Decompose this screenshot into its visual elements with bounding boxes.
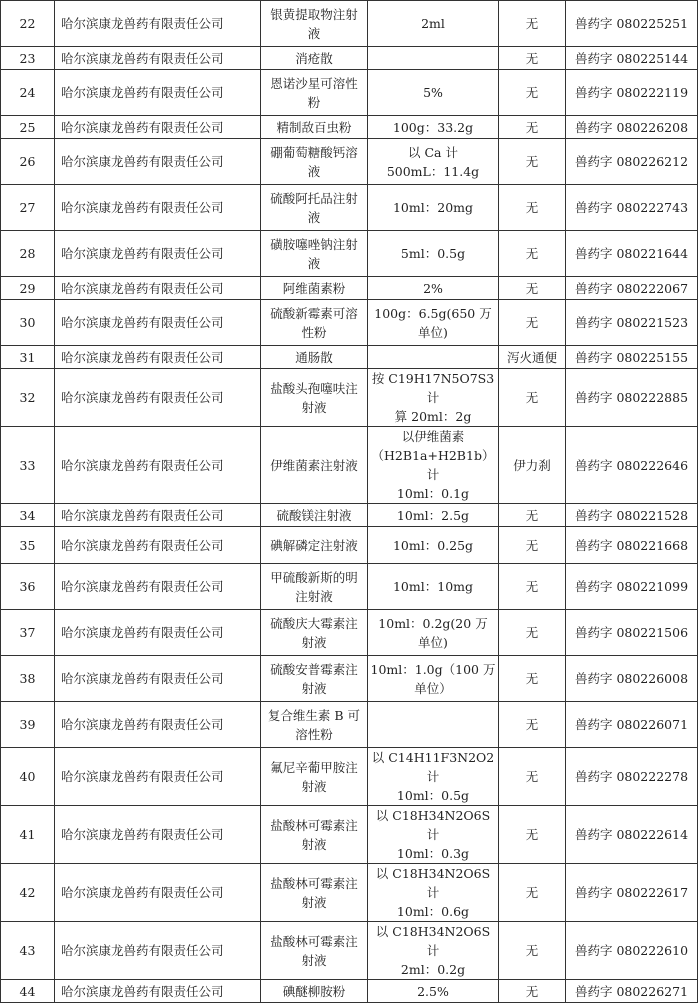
- row-number-cell: 36: [1, 564, 55, 610]
- specification-cell: 以 C18H34N2O6S 计 2ml：0.2g: [368, 922, 499, 980]
- company-cell: 哈尔滨康龙兽药有限责任公司: [55, 504, 261, 527]
- drug-name-cell: 甲硫酸新斯的明 注射液: [261, 564, 368, 610]
- company-cell: 哈尔滨康龙兽药有限责任公司: [55, 300, 261, 346]
- table-row: [1, 369, 698, 427]
- company-cell: 哈尔滨康龙兽药有限责任公司: [55, 277, 261, 300]
- table-row: [1, 702, 698, 748]
- row-number-cell: 26: [1, 139, 55, 185]
- drug-name-cell: 硼葡萄糖酸钙溶 液: [261, 139, 368, 185]
- table-row: [1, 864, 698, 922]
- table-row: [1, 527, 698, 564]
- row-number-cell: 44: [1, 980, 55, 1003]
- table-row: [1, 980, 698, 1003]
- row-number-cell: 35: [1, 527, 55, 564]
- table-row: [1, 564, 698, 610]
- specification-cell: 100g：6.5g(650 万 单位): [368, 300, 499, 346]
- drug-name-cell: 磺胺噻唑钠注射 液: [261, 231, 368, 277]
- company-cell: 哈尔滨康龙兽药有限责任公司: [55, 748, 261, 806]
- drug-name-cell: 通肠散: [261, 346, 368, 369]
- note-cell: 无: [499, 1, 566, 47]
- specification-cell: [368, 702, 499, 748]
- row-number-cell: 29: [1, 277, 55, 300]
- specification-cell: 10ml：2.5g: [368, 504, 499, 527]
- company-cell: 哈尔滨康龙兽药有限责任公司: [55, 427, 261, 504]
- specification-cell: 以 C18H34N2O6S 计 10ml：0.3g: [368, 806, 499, 864]
- note-cell: 无: [499, 702, 566, 748]
- note-cell: 无: [499, 806, 566, 864]
- approval-number-cell: 兽药字 080226212: [566, 139, 698, 185]
- note-cell: 无: [499, 185, 566, 231]
- note-cell: 无: [499, 864, 566, 922]
- specification-cell: 10ml：1.0g（100 万 单位）: [368, 656, 499, 702]
- note-cell: 无: [499, 300, 566, 346]
- company-cell: 哈尔滨康龙兽药有限责任公司: [55, 1, 261, 47]
- drug-name-cell: 复合维生素 B 可 溶性粉: [261, 702, 368, 748]
- row-number-cell: 43: [1, 922, 55, 980]
- approval-number-cell: 兽药字 080221528: [566, 504, 698, 527]
- row-number-cell: 42: [1, 864, 55, 922]
- table-row: [1, 427, 698, 504]
- drug-name-cell: 硫酸阿托品注射 液: [261, 185, 368, 231]
- note-cell: 无: [499, 47, 566, 70]
- company-cell: 哈尔滨康龙兽药有限责任公司: [55, 139, 261, 185]
- table-row: [1, 70, 698, 116]
- company-cell: 哈尔滨康龙兽药有限责任公司: [55, 70, 261, 116]
- table-row: [1, 185, 698, 231]
- specification-cell: 100g：33.2g: [368, 116, 499, 139]
- table-row: [1, 656, 698, 702]
- approval-number-cell: 兽药字 080222885: [566, 369, 698, 427]
- approval-number-cell: 兽药字 080226071: [566, 702, 698, 748]
- specification-cell: 以 C18H34N2O6S 计 10ml：0.6g: [368, 864, 499, 922]
- table-row: [1, 231, 698, 277]
- row-number-cell: 23: [1, 47, 55, 70]
- approval-number-cell: 兽药字 080226208: [566, 116, 698, 139]
- drug-name-cell: 氟尼辛葡甲胺注 射液: [261, 748, 368, 806]
- company-cell: 哈尔滨康龙兽药有限责任公司: [55, 231, 261, 277]
- specification-cell: 以伊维菌素 （H2B1a+H2B1b）计 10ml：0.1g: [368, 427, 499, 504]
- approval-number-cell: 兽药字 080221099: [566, 564, 698, 610]
- specification-cell: 10ml：20mg: [368, 185, 499, 231]
- specification-cell: 5%: [368, 70, 499, 116]
- specification-cell: [368, 346, 499, 369]
- approval-number-cell: 兽药字 080222278: [566, 748, 698, 806]
- note-cell: 无: [499, 116, 566, 139]
- specification-cell: [368, 47, 499, 70]
- approval-number-cell: 兽药字 080226008: [566, 656, 698, 702]
- drug-name-cell: 阿维菌素粉: [261, 277, 368, 300]
- drug-name-cell: 盐酸林可霉素注 射液: [261, 864, 368, 922]
- specification-cell: 以 Ca 计 500mL：11.4g: [368, 139, 499, 185]
- note-cell: 无: [499, 139, 566, 185]
- specification-cell: 2ml: [368, 1, 499, 47]
- drug-name-cell: 硫酸庆大霉素注 射液: [261, 610, 368, 656]
- row-number-cell: 32: [1, 369, 55, 427]
- table-row: [1, 346, 698, 369]
- company-cell: 哈尔滨康龙兽药有限责任公司: [55, 980, 261, 1003]
- drug-name-cell: 硫酸新霉素可溶 性粉: [261, 300, 368, 346]
- company-cell: 哈尔滨康龙兽药有限责任公司: [55, 922, 261, 980]
- note-cell: 无: [499, 277, 566, 300]
- note-cell: 伊力刹: [499, 427, 566, 504]
- approval-number-cell: 兽药字 080221644: [566, 231, 698, 277]
- note-cell: 泻火通便: [499, 346, 566, 369]
- specification-cell: 10ml：0.2g(20 万 单位): [368, 610, 499, 656]
- table-row: [1, 748, 698, 806]
- row-number-cell: 24: [1, 70, 55, 116]
- approval-number-cell: 兽药字 080225144: [566, 47, 698, 70]
- company-cell: 哈尔滨康龙兽药有限责任公司: [55, 47, 261, 70]
- note-cell: 无: [499, 527, 566, 564]
- company-cell: 哈尔滨康龙兽药有限责任公司: [55, 527, 261, 564]
- row-number-cell: 25: [1, 116, 55, 139]
- approval-number-cell: 兽药字 080225251: [566, 1, 698, 47]
- row-number-cell: 27: [1, 185, 55, 231]
- table-row: [1, 47, 698, 70]
- drug-name-cell: 消疮散: [261, 47, 368, 70]
- specification-cell: 2%: [368, 277, 499, 300]
- company-cell: 哈尔滨康龙兽药有限责任公司: [55, 369, 261, 427]
- company-cell: 哈尔滨康龙兽药有限责任公司: [55, 656, 261, 702]
- table-body: [1, 1, 698, 1003]
- row-number-cell: 38: [1, 656, 55, 702]
- company-cell: 哈尔滨康龙兽药有限责任公司: [55, 346, 261, 369]
- drug-name-cell: 伊维菌素注射液: [261, 427, 368, 504]
- company-cell: 哈尔滨康龙兽药有限责任公司: [55, 116, 261, 139]
- note-cell: 无: [499, 70, 566, 116]
- note-cell: 无: [499, 656, 566, 702]
- approval-number-cell: 兽药字 080222743: [566, 185, 698, 231]
- specification-cell: 2.5%: [368, 980, 499, 1003]
- specification-cell: 按 C19H17N5O7S3 计 算 20ml：2g: [368, 369, 499, 427]
- table-row: [1, 806, 698, 864]
- note-cell: 无: [499, 504, 566, 527]
- drug-name-cell: 硫酸安普霉素注 射液: [261, 656, 368, 702]
- specification-cell: 10ml：10mg: [368, 564, 499, 610]
- table-row: [1, 1, 698, 47]
- row-number-cell: 37: [1, 610, 55, 656]
- drug-name-cell: 精制敌百虫粉: [261, 116, 368, 139]
- table-row: [1, 277, 698, 300]
- drug-name-cell: 盐酸林可霉素注 射液: [261, 922, 368, 980]
- row-number-cell: 22: [1, 1, 55, 47]
- table-row: [1, 504, 698, 527]
- company-cell: 哈尔滨康龙兽药有限责任公司: [55, 864, 261, 922]
- drug-name-cell: 盐酸林可霉素注 射液: [261, 806, 368, 864]
- table-row: [1, 610, 698, 656]
- note-cell: 无: [499, 980, 566, 1003]
- table-row: [1, 116, 698, 139]
- approval-number-cell: 兽药字 080226271: [566, 980, 698, 1003]
- row-number-cell: 39: [1, 702, 55, 748]
- company-cell: 哈尔滨康龙兽药有限责任公司: [55, 564, 261, 610]
- note-cell: 无: [499, 564, 566, 610]
- drug-name-cell: 碘解磷定注射液: [261, 527, 368, 564]
- approval-number-cell: 兽药字 080222617: [566, 864, 698, 922]
- drug-name-cell: 碘醚柳胺粉: [261, 980, 368, 1003]
- row-number-cell: 33: [1, 427, 55, 504]
- table-row: [1, 922, 698, 980]
- drug-name-cell: 银黄提取物注射 液: [261, 1, 368, 47]
- approval-number-cell: 兽药字 080222646: [566, 427, 698, 504]
- specification-cell: 以 C14H11F3N2O2 计 10ml：0.5g: [368, 748, 499, 806]
- row-number-cell: 41: [1, 806, 55, 864]
- row-number-cell: 28: [1, 231, 55, 277]
- approval-number-cell: 兽药字 080225155: [566, 346, 698, 369]
- approval-number-cell: 兽药字 080222614: [566, 806, 698, 864]
- approval-number-cell: 兽药字 080222610: [566, 922, 698, 980]
- drug-name-cell: 恩诺沙星可溶性 粉: [261, 70, 368, 116]
- note-cell: 无: [499, 610, 566, 656]
- approval-number-cell: 兽药字 080222119: [566, 70, 698, 116]
- table-row: [1, 300, 698, 346]
- specification-cell: 5ml：0.5g: [368, 231, 499, 277]
- note-cell: 无: [499, 231, 566, 277]
- row-number-cell: 30: [1, 300, 55, 346]
- note-cell: 无: [499, 922, 566, 980]
- company-cell: 哈尔滨康龙兽药有限责任公司: [55, 702, 261, 748]
- company-cell: 哈尔滨康龙兽药有限责任公司: [55, 806, 261, 864]
- drug-name-cell: 硫酸镁注射液: [261, 504, 368, 527]
- approval-number-cell: 兽药字 080221668: [566, 527, 698, 564]
- company-cell: 哈尔滨康龙兽药有限责任公司: [55, 185, 261, 231]
- table-row: [1, 139, 698, 185]
- row-number-cell: 34: [1, 504, 55, 527]
- drug-name-cell: 盐酸头孢噻呋注 射液: [261, 369, 368, 427]
- specification-cell: 10ml：0.25g: [368, 527, 499, 564]
- approval-number-cell: 兽药字 080222067: [566, 277, 698, 300]
- approval-number-cell: 兽药字 080221523: [566, 300, 698, 346]
- row-number-cell: 40: [1, 748, 55, 806]
- note-cell: 无: [499, 748, 566, 806]
- company-cell: 哈尔滨康龙兽药有限责任公司: [55, 610, 261, 656]
- row-number-cell: 31: [1, 346, 55, 369]
- note-cell: 无: [499, 369, 566, 427]
- approval-number-cell: 兽药字 080221506: [566, 610, 698, 656]
